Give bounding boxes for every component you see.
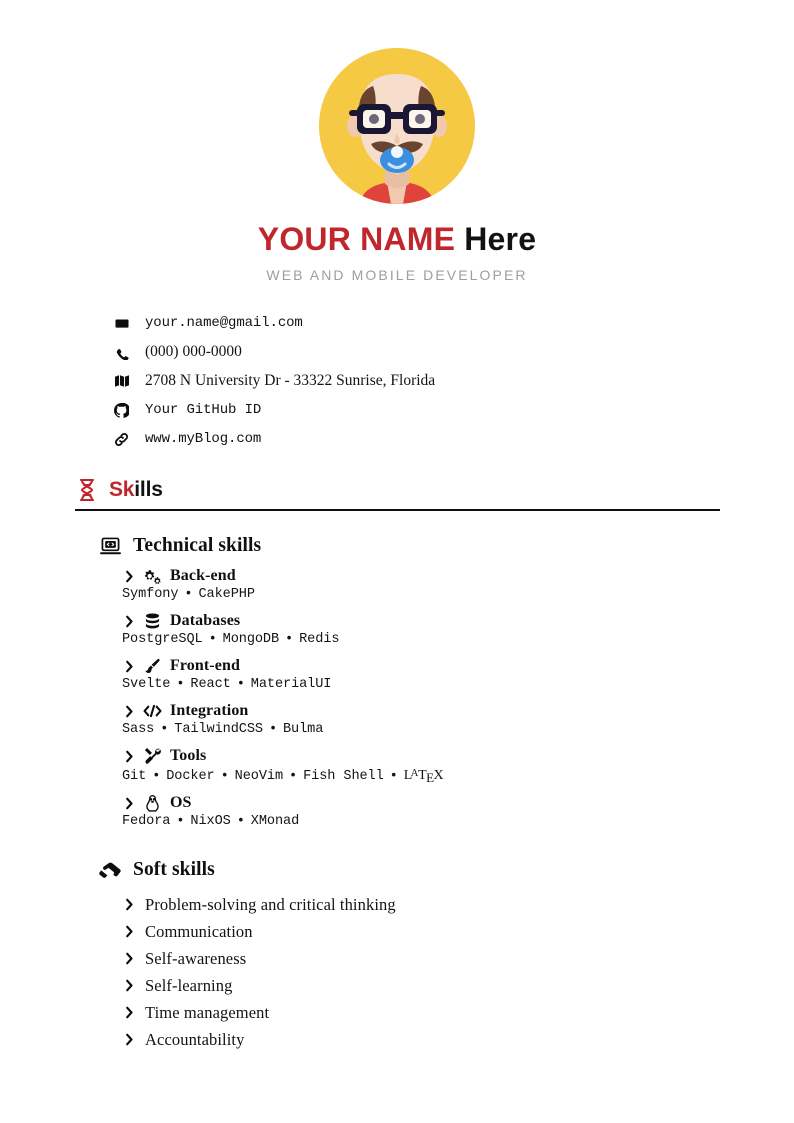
technical-skills-block	[75, 535, 720, 829]
skill-item: Fish Shell	[303, 769, 384, 785]
skill-group-header[interactable]	[124, 657, 720, 675]
skill-group-header[interactable]	[124, 702, 720, 720]
skill-item: Redis	[299, 632, 340, 648]
skill-item: PostgreSQL	[122, 632, 203, 648]
contact-email-text: your.name@gmail.com	[145, 315, 303, 332]
skills-section-header	[75, 477, 720, 502]
skill-group-header[interactable]	[124, 794, 720, 812]
skills-title-accent: Sk	[109, 477, 135, 501]
chevron-right-icon	[124, 796, 135, 810]
contact-phone-text: (000) 000-0000	[145, 343, 242, 361]
chevron-right-icon	[124, 749, 135, 763]
soft-skills-title: Soft skills	[133, 859, 215, 881]
skill-item: CakePHP	[198, 587, 255, 603]
dna-icon	[75, 477, 98, 502]
soft-skills-header	[99, 859, 720, 881]
skill-group-databases	[99, 612, 720, 647]
skill-item: Git	[122, 769, 147, 785]
technical-skills-header	[99, 535, 720, 557]
paintbrush-icon	[143, 658, 162, 675]
skill-group-header[interactable]	[124, 612, 720, 630]
chevron-right-icon	[124, 704, 135, 718]
technical-skill-groups	[99, 567, 720, 829]
skill-item: NeoVim	[234, 769, 284, 785]
bullet-separator: •	[176, 677, 185, 693]
skill-group-front-end	[99, 657, 720, 692]
name-first: YOUR NAME	[257, 221, 456, 257]
bullet-separator: •	[236, 677, 245, 693]
chevron-right-icon	[124, 898, 135, 912]
map-icon	[112, 372, 131, 391]
skill-group-label: OS	[170, 794, 192, 812]
technical-skills-title: Technical skills	[133, 535, 262, 557]
skill-item: Docker	[166, 769, 215, 785]
name-last: Here	[464, 221, 537, 257]
soft-skill-label: Problem-solving and critical thinking	[145, 894, 396, 914]
list-item[interactable]	[124, 945, 720, 972]
contact-item-email[interactable]	[112, 313, 303, 333]
contact-blog-text: www.myBlog.com	[145, 431, 262, 448]
list-item[interactable]	[124, 972, 720, 999]
skill-item: Symfony	[122, 587, 179, 603]
github-icon	[112, 401, 131, 420]
chevron-right-icon	[124, 659, 135, 673]
contact-item-github[interactable]	[112, 400, 261, 420]
contact-item-blog[interactable]	[112, 429, 261, 449]
skills-title	[109, 478, 163, 502]
bullet-separator: •	[289, 769, 298, 785]
bullet-separator: •	[389, 769, 398, 785]
skill-item: TailwindCSS	[174, 722, 263, 738]
code-icon	[143, 703, 162, 720]
avatar	[319, 48, 475, 204]
contact-list	[0, 313, 794, 449]
soft-skill-label: Self-learning	[145, 975, 233, 995]
bullet-separator: •	[208, 632, 217, 648]
skill-group-label: Front-end	[170, 657, 240, 675]
skill-group-back-end	[99, 567, 720, 602]
skill-item: XMonad	[250, 814, 300, 830]
skill-item: Svelte	[122, 677, 171, 693]
skill-group-os	[99, 794, 720, 829]
skill-item: Bulma	[283, 722, 324, 738]
skill-group-header[interactable]	[124, 567, 720, 585]
skill-group-items	[122, 722, 720, 737]
laptop-code-icon	[99, 536, 121, 557]
contact-github-text: Your GitHub ID	[145, 402, 262, 419]
avatar-illustration	[319, 48, 475, 204]
bullet-separator: •	[220, 769, 229, 785]
skill-group-label: Databases	[170, 612, 241, 630]
skill-item: MaterialUI	[250, 677, 332, 693]
skill-item: Fedora	[122, 814, 171, 830]
soft-skills-list	[99, 891, 720, 1053]
soft-skills-block	[75, 859, 720, 1053]
chevron-right-icon	[124, 979, 135, 993]
phone-icon	[112, 343, 131, 362]
list-item[interactable]	[124, 918, 720, 945]
skill-item: NixOS	[190, 814, 231, 830]
bullet-separator: •	[285, 632, 294, 648]
cogs-icon	[143, 568, 162, 585]
skill-group-integration	[99, 702, 720, 737]
skills-section	[0, 477, 794, 1053]
bullet-separator: •	[176, 814, 185, 830]
skills-title-rest: ills	[134, 477, 163, 501]
soft-skill-label: Communication	[145, 921, 253, 941]
chevron-right-icon	[124, 614, 135, 628]
skill-group-items	[122, 632, 720, 647]
bullet-separator: •	[160, 722, 169, 738]
chevron-right-icon	[124, 1006, 135, 1020]
soft-skill-label: Time management	[145, 1002, 270, 1022]
page-title	[0, 222, 794, 257]
chevron-right-icon	[124, 952, 135, 966]
bullet-separator: •	[268, 722, 277, 738]
skill-group-items	[122, 814, 720, 829]
chevron-right-icon	[124, 1033, 135, 1047]
envelope-icon	[112, 314, 131, 333]
skill-group-label: Tools	[170, 747, 207, 765]
bullet-separator: •	[184, 587, 193, 603]
link-icon	[112, 430, 131, 449]
list-item[interactable]	[124, 891, 720, 918]
bullet-separator: •	[236, 814, 245, 830]
hands-helping-icon	[99, 860, 121, 881]
skill-item: MongoDB	[222, 632, 280, 648]
contact-address-text: 2708 N University Dr - 33322 Sunrise, Florida	[145, 372, 436, 390]
contact-item-address[interactable]	[112, 371, 435, 391]
latex-logo: $L^ATEX$	[403, 767, 444, 785]
contact-item-phone[interactable]	[112, 342, 242, 362]
list-item[interactable]	[124, 999, 720, 1026]
skill-group-label: Integration	[170, 702, 249, 720]
skill-group-items	[122, 677, 720, 692]
database-icon	[143, 613, 162, 630]
soft-skill-label: Self-awareness	[145, 948, 247, 968]
chevron-right-icon	[124, 569, 135, 583]
section-divider	[75, 509, 720, 511]
skill-item: React	[190, 677, 231, 693]
avatar-container	[0, 0, 794, 204]
chevron-right-icon	[124, 925, 135, 939]
job-subtitle: WEB AND MOBILE DEVELOPER	[266, 267, 528, 284]
list-item[interactable]	[124, 1026, 720, 1053]
tools-icon	[143, 748, 162, 765]
soft-skill-label: Accountability	[145, 1029, 245, 1049]
skill-group-items	[122, 587, 720, 602]
skill-group-tools	[99, 747, 720, 784]
bullet-separator: •	[152, 769, 161, 785]
linux-penguin-icon	[143, 795, 162, 812]
skill-group-label: Back-end	[170, 567, 236, 585]
skill-item: Sass	[122, 722, 155, 738]
skill-group-items	[122, 767, 720, 784]
skill-group-header[interactable]	[124, 747, 720, 765]
